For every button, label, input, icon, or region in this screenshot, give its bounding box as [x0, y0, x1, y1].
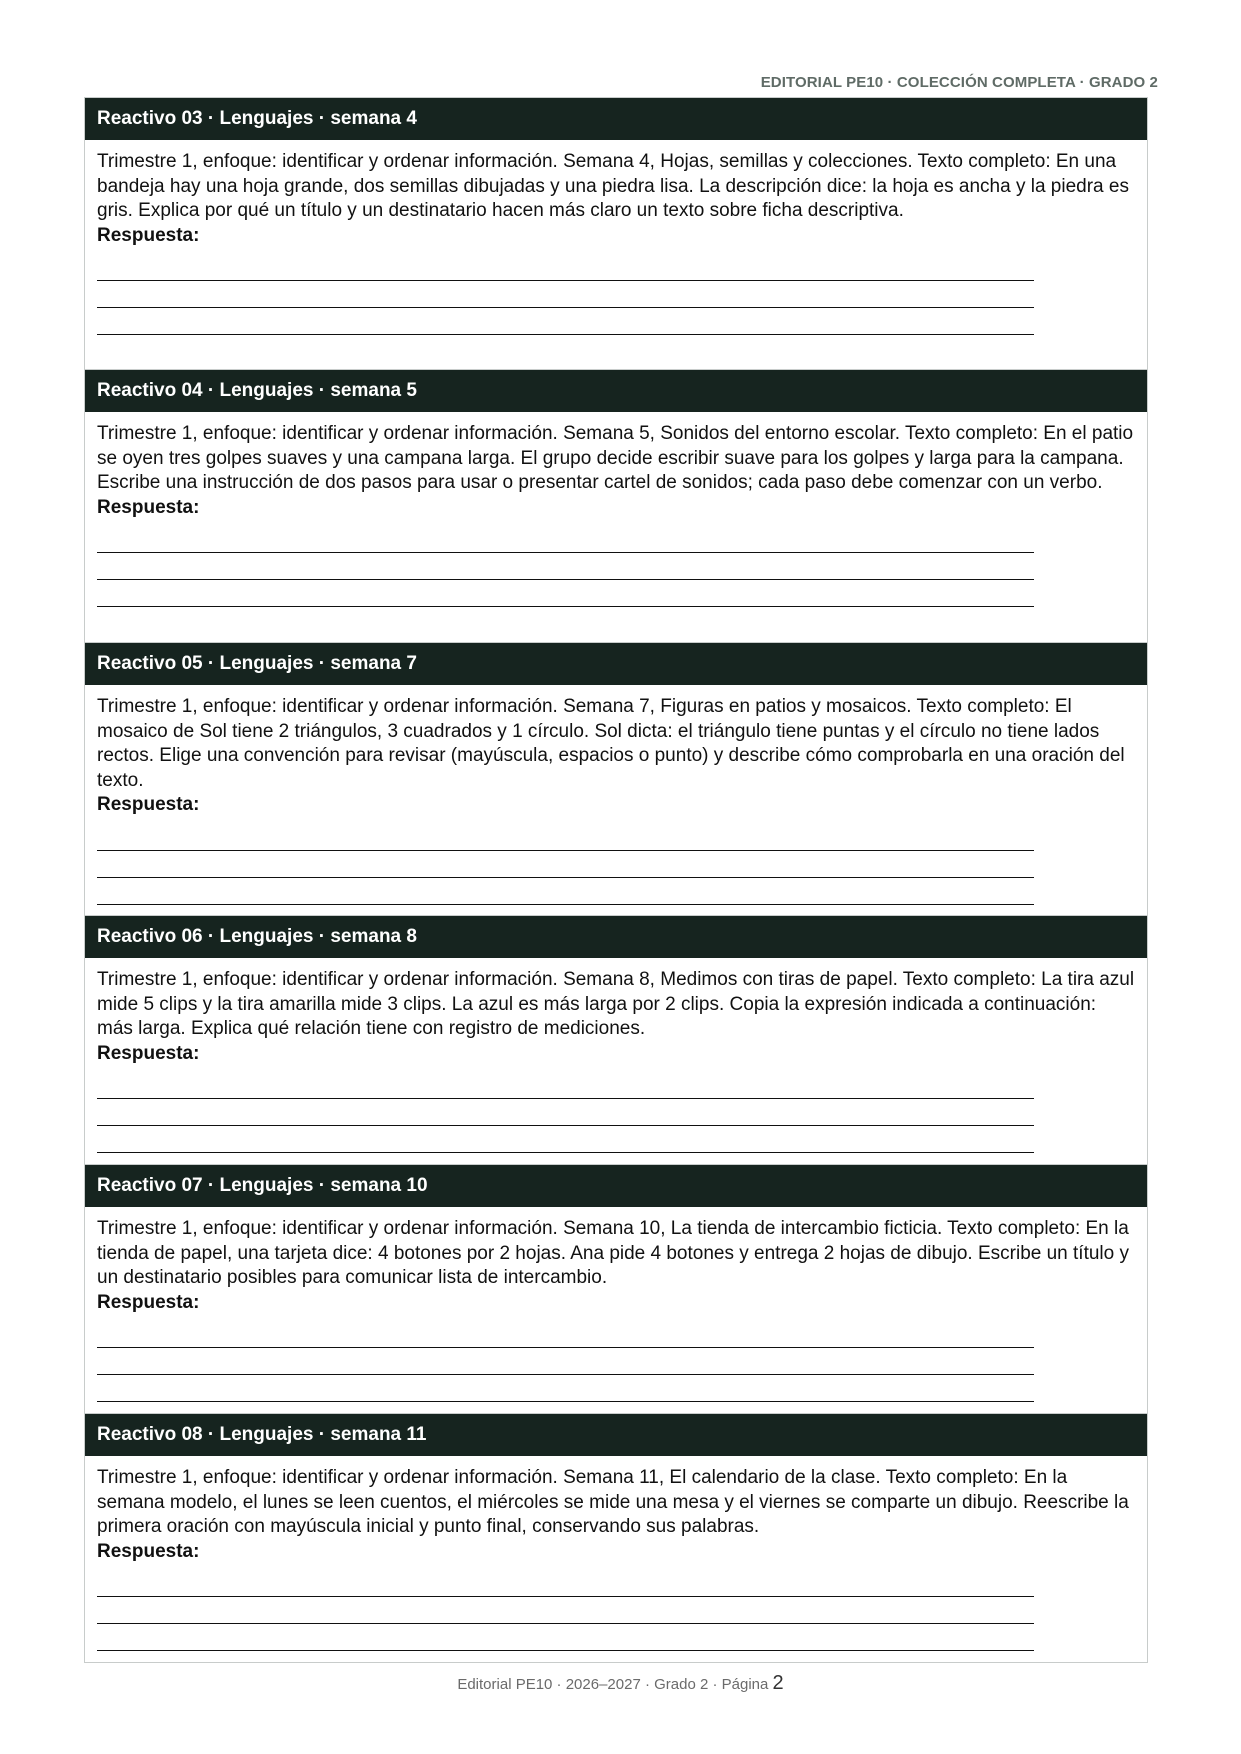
item-title: Reactivo 04 · Lenguajes · semana 5	[85, 370, 1147, 412]
answer-line[interactable]	[97, 1072, 1034, 1099]
answer-line[interactable]	[97, 1570, 1034, 1597]
footer-text: Editorial PE10 · 2026–2027 · Grado 2 · Página	[457, 1676, 769, 1693]
answer-line[interactable]	[97, 1126, 1034, 1153]
item-title: Reactivo 07 · Lenguajes · semana 10	[85, 1165, 1147, 1207]
answer-line[interactable]	[97, 1597, 1034, 1624]
answer-line[interactable]	[97, 254, 1034, 281]
item-body	[85, 958, 1147, 1153]
item-text: Trimestre 1, enfoque: identificar y ordenar información. Semana 11, El calendario de la clase. Texto completo: En la semana modelo, el lunes se leen cuentos, el miércoles se mide una mesa y el viernes se comparte un dibujo. Reescribe la primera oración con mayúscula inicial y punto final, conservando sus palabras.	[97, 1467, 1129, 1537]
answer-line[interactable]	[97, 580, 1034, 607]
answer-label: Respuesta:	[97, 496, 200, 518]
answer-label: Respuesta:	[97, 1540, 200, 1562]
item-title: Reactivo 08 · Lenguajes · semana 11	[85, 1414, 1147, 1456]
answer-line[interactable]	[97, 1099, 1034, 1126]
page-header: EDITORIAL PE10 · COLECCIÓN COMPLETA · GRADO 2	[760, 74, 1158, 91]
item-text: Trimestre 1, enfoque: identificar y ordenar información. Semana 5, Sonidos del entorno escolar. Texto completo: En el patio se oyen tres golpes suaves y una campana larga. El grupo decide escribir suave para los golpes y larga para la campana. Escribe una instrucción de dos pasos para usar o presentar cartel de sonidos; cada paso debe comenzar con un verbo.	[97, 423, 1134, 493]
item-text: Trimestre 1, enfoque: identificar y ordenar información. Semana 10, La tienda de intercambio ficticia. Texto completo: En la tienda de papel, una tarjeta dice: 4 botones por 2 hojas. Ana pide 4 botones y entrega 2 hojas de dibujo. Escribe un título y un destinatario posibles para comunicar lista de intercambio.	[97, 1218, 1130, 1288]
answer-label: Respuesta:	[97, 1291, 200, 1313]
answer-lines[interactable]	[97, 254, 1034, 335]
item-text: Trimestre 1, enfoque: identificar y ordenar información. Semana 8, Medimos con tiras de papel. Texto completo: La tira azul mide 5 clips y la tira amarilla mide 3 clips. La azul es más larga por 2 clips. Copia la expresión indicada a continuación: más larga. Explica qué relación tiene con registro de mediciones.	[97, 969, 1135, 1039]
item-text: Trimestre 1, enfoque: identificar y ordenar información. Semana 4, Hojas, semillas y colecciones. Texto completo: En una bandeja hay una hoja grande, dos semillas dibujadas y una piedra lisa. La descripción dice: la hoja es ancha y la piedra es gris. Explica por qué un título y un destinatario hacen más claro un texto sobre ficha descriptiva.	[97, 151, 1129, 221]
item-text: Trimestre 1, enfoque: identificar y ordenar información. Semana 7, Figuras en patios y mosaicos. Texto completo: El mosaico de Sol tiene 2 triángulos, 3 cuadrados y 1 círculo. Sol dicta: el triángulo tiene puntas y el círculo no tiene lados rectos. Elige una convención para revisar (mayúscula, espacios o punto) y describe cómo comprobarla en una oración del texto.	[97, 696, 1125, 791]
answer-line[interactable]	[97, 526, 1034, 553]
answer-line[interactable]	[97, 1321, 1034, 1348]
answer-line[interactable]	[97, 878, 1034, 905]
answer-line[interactable]	[97, 1348, 1034, 1375]
item-list	[84, 97, 1148, 1663]
answer-lines[interactable]	[97, 1321, 1034, 1402]
item-card	[84, 97, 1148, 370]
item-body	[85, 1456, 1147, 1651]
item-body	[85, 685, 1147, 905]
item-card	[84, 643, 1148, 916]
item-title: Reactivo 03 · Lenguajes · semana 4	[85, 98, 1147, 140]
answer-line[interactable]	[97, 281, 1034, 308]
answer-lines[interactable]	[97, 1072, 1034, 1153]
item-card	[84, 1414, 1148, 1663]
answer-line[interactable]	[97, 553, 1034, 580]
answer-label: Respuesta:	[97, 224, 200, 246]
answer-line[interactable]	[97, 851, 1034, 878]
answer-line[interactable]	[97, 824, 1034, 851]
item-title: Reactivo 06 · Lenguajes · semana 8	[85, 916, 1147, 958]
item-card	[84, 916, 1148, 1165]
answer-label: Respuesta:	[97, 1042, 200, 1064]
answer-line[interactable]	[97, 308, 1034, 335]
answer-lines[interactable]	[97, 1570, 1034, 1651]
answer-label: Respuesta:	[97, 794, 200, 815]
page-footer	[0, 1672, 1241, 1695]
answer-lines[interactable]	[97, 824, 1034, 905]
item-card	[84, 370, 1148, 643]
answer-line[interactable]	[97, 1624, 1034, 1651]
item-title: Reactivo 05 · Lenguajes · semana 7	[85, 643, 1147, 685]
answer-lines[interactable]	[97, 526, 1034, 607]
item-card	[84, 1165, 1148, 1414]
page-number: 2	[772, 1672, 784, 1694]
answer-line[interactable]	[97, 1375, 1034, 1402]
item-body	[85, 1207, 1147, 1402]
item-body	[85, 412, 1147, 607]
item-body	[85, 140, 1147, 335]
